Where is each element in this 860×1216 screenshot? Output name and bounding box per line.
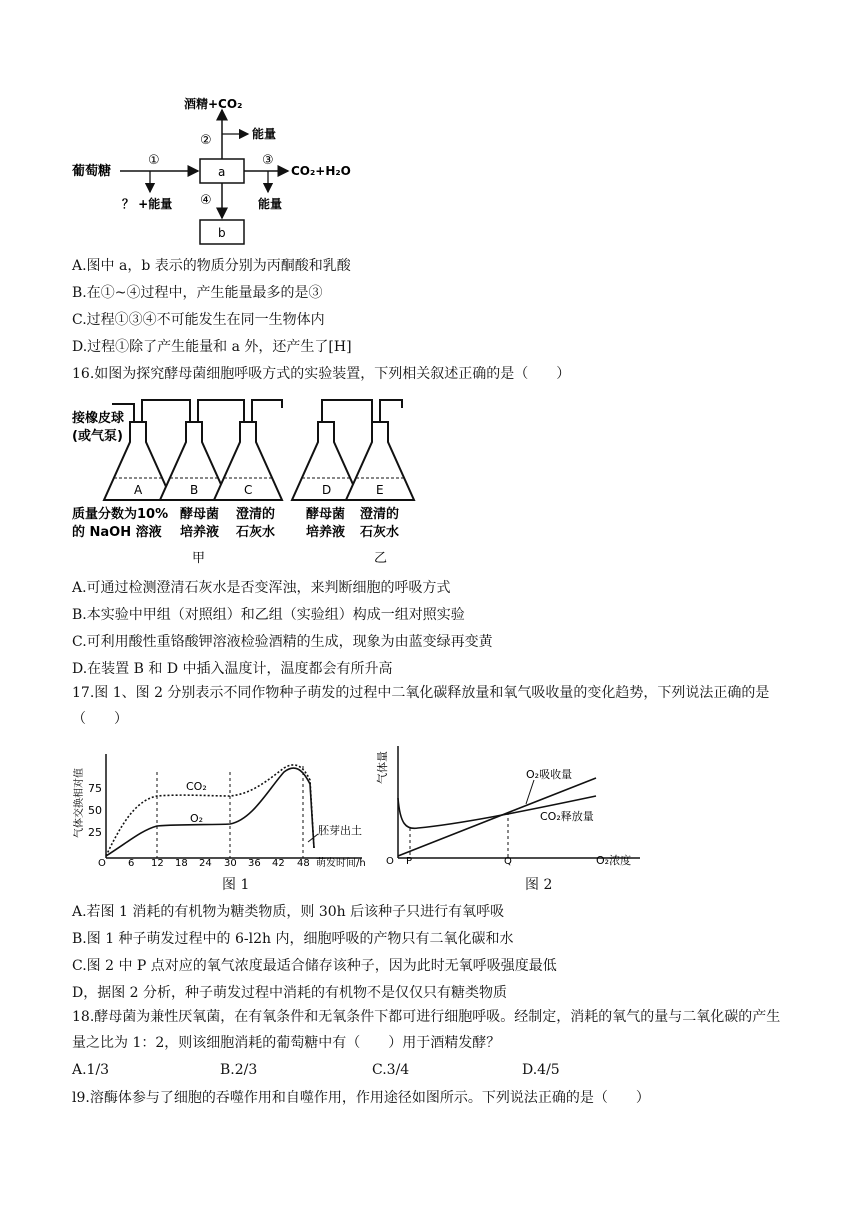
- label-d-1: 酵母菌: [306, 507, 346, 522]
- fig1-xtick-12: 12: [151, 858, 164, 868]
- fig2-q-label: Q: [504, 856, 512, 867]
- fig1-co2-label: CO₂: [186, 780, 207, 793]
- q18-stem: 18.酵母菌为兼性厌氧菌，在有氧条件和无氧条件下都可进行细胞呼吸。经制定，消耗的氧气的量与二氧化碳的产生量之比为 1：2，则该细胞消耗的葡萄糖中有（ ）用于酒精发酵？: [72, 1009, 781, 1051]
- fig1-o2-label: O₂: [190, 812, 204, 825]
- q17-option-a: A.若图 1 消耗的有机物为糖类物质，则 30h 后该种子只进行有氧呼吸: [72, 904, 505, 920]
- label-alcohol-co2: 酒精+CO₂: [184, 97, 243, 111]
- fig1-xtick-30: 30: [224, 858, 237, 868]
- q18-option-b: B.2/3: [220, 1062, 258, 1078]
- fig1-xtick-0: O: [98, 858, 106, 868]
- q17-stem: 17.图 1、图 2 分别表示不同作物种子萌发的过程中二氧化碳释放量和氧气吸收量的变化趋势，下列说法正确的是（ ）: [72, 685, 770, 727]
- o2-curve: [106, 768, 314, 856]
- fig1-xtick-6: 6: [128, 858, 135, 868]
- label-c-1: 澄清的: [236, 507, 276, 522]
- label-e-1: 澄清的: [360, 507, 400, 522]
- q15-option-a: A.图中 a，b 表示的物质分别为丙酮酸和乳酸: [72, 258, 351, 274]
- q16-option-d: D.在装置 B 和 D 中插入温度计，温度都会有所升高: [72, 661, 393, 677]
- q19-stem: l9.溶酶体参与了细胞的吞噬作用和自噬作用，作用途径如图所示。下列说法正确的是（ ）: [72, 1090, 650, 1106]
- co2-curve: [106, 765, 314, 856]
- q15-option-c: C.过程①③④不可能发生在同一生物体内: [72, 312, 325, 328]
- box-b-label: b: [218, 226, 226, 240]
- fig2-xlabel: O₂浓度: [596, 854, 632, 867]
- label-b-1: 酵母菌: [180, 507, 220, 522]
- label-energy-2: 能量: [252, 127, 277, 141]
- fig2-p-label: P: [406, 856, 413, 867]
- q17-option-c: C.图 2 中 P 点对应的氧气浓度最适合储存该种子，因为此时无氧呼吸强度最低: [72, 958, 557, 974]
- fig2-o2-label: O₂吸收量: [526, 768, 573, 781]
- flask-c-letter: C: [244, 483, 253, 497]
- pump-label-1: 接橡皮球: [72, 411, 125, 426]
- flask-d-letter: D: [322, 483, 332, 497]
- fig1-xtick-42: 42: [272, 858, 285, 868]
- q17-option-b: B.图 1 种子萌发过程中的 6-l2h 内，细胞呼吸的产物只有二氧化碳和水: [72, 931, 514, 947]
- q17-option-d: D，据图 2 分析，种子萌发过程中消耗的有机物不是仅仅只有糖类物质: [72, 985, 508, 1001]
- yeast-respiration-apparatus: [72, 392, 432, 572]
- fig1-xlabel: 萌发时间/h: [316, 858, 366, 868]
- label-glucose: 葡萄糖: [72, 164, 112, 179]
- fig1-xtick-36: 36: [248, 858, 261, 868]
- flask-b-letter: B: [190, 483, 199, 497]
- group-jia-label: 甲: [192, 551, 206, 566]
- label-step1: ①: [148, 153, 160, 168]
- q18-option-c: C.3/4: [372, 1062, 410, 1078]
- fig1-xtick-24: 24: [199, 858, 212, 868]
- label-b-2: 培养液: [180, 525, 220, 540]
- label-step2: ②: [200, 133, 212, 148]
- box-a-label: a: [218, 165, 226, 179]
- q16-stem: 16.如图为探究酵母菌细胞呼吸方式的实验装置，下列相关叙述正确的是（ ）: [72, 366, 571, 382]
- fig1-xtick-48: 48: [297, 858, 310, 868]
- metabolism-pathway-diagram: [72, 96, 372, 246]
- group-yi-label: 乙: [374, 551, 388, 566]
- q16-option-b: B.本实验中甲组（对照组）和乙组（实验组）构成一组对照实验: [72, 607, 465, 623]
- pump-label-2: (或气泵): [72, 429, 123, 444]
- label-energy-3: 能量: [258, 197, 283, 211]
- label-a-2: 的 NaOH 溶液: [72, 525, 162, 540]
- label-co2-h2o: CO₂+H₂O: [291, 164, 351, 178]
- label-step3: ③: [262, 153, 274, 168]
- label-a-1: 质量分数为10%: [72, 507, 169, 522]
- fig2-origin: O: [386, 856, 394, 867]
- q18-option-a: A.1/3: [72, 1062, 110, 1078]
- label-d-2: 培养液: [306, 525, 346, 540]
- q16-option-c: C.可利用酸性重铬酸钾溶液检验酒精的生成，现象为由蓝变绿再变黄: [72, 634, 493, 650]
- flask-e-letter: E: [376, 483, 384, 497]
- flask-a-letter: A: [134, 483, 143, 497]
- figure-1-caption: 图 1: [222, 877, 250, 893]
- fig1-ytick-25: 25: [88, 826, 102, 839]
- fig2-co2-label: CO₂释放量: [540, 810, 594, 823]
- q16-option-a: A.可通过检测澄清石灰水是否变浑浊，来判断细胞的呼吸方式: [72, 580, 451, 596]
- fig1-ylabel: 气体交换相对值: [74, 768, 85, 838]
- fig2-ylabel: 气体量: [376, 751, 389, 784]
- label-c-2: 石灰水: [236, 525, 276, 540]
- q15-option-d: D.过程①除了产生能量和 a 外，还产生了[H]: [72, 339, 352, 355]
- figure-1-gas-exchange-chart: [72, 738, 372, 868]
- q15-option-b: B.在①~④过程中，产生能量最多的是③: [72, 285, 323, 301]
- label-step4: ④: [200, 193, 212, 208]
- fig1-ytick-75: 75: [88, 782, 102, 795]
- figure-2-gas-volume-chart: [370, 738, 650, 868]
- q18-option-d: D.4/5: [522, 1062, 560, 1078]
- fig1-annotation: 胚芽出土: [318, 824, 362, 837]
- fig1-ytick-50: 50: [88, 804, 102, 817]
- figure-2-caption: 图 2: [525, 877, 553, 893]
- label-question-energy: ？ +能量: [122, 197, 173, 211]
- fig1-xtick-18: 18: [175, 858, 188, 868]
- label-e-2: 石灰水: [360, 525, 400, 540]
